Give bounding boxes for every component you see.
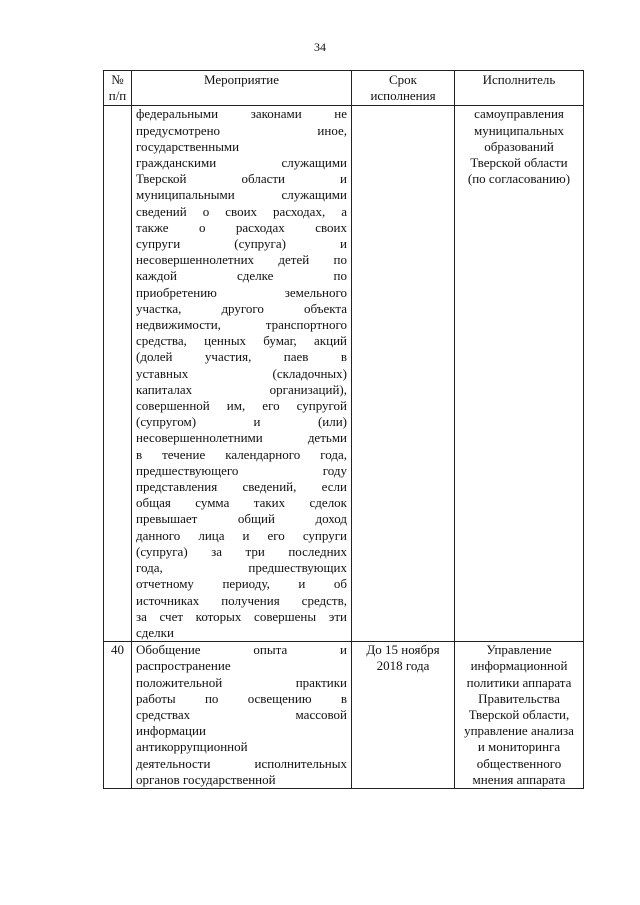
activity-line: положительной практики: [136, 674, 347, 690]
row-number: 40: [111, 642, 124, 658]
activity-line: (супруга) за три последних: [136, 543, 347, 559]
term-cell: [352, 106, 455, 642]
executor-line: управление анализа: [464, 723, 574, 739]
activity-line: предусмотрено иное,: [136, 122, 347, 138]
header-number-line-1: №: [111, 72, 124, 87]
term-line: 2018 года: [376, 658, 430, 674]
header-number-line-2: п/п: [108, 88, 127, 104]
activity-cell: [132, 642, 352, 789]
activity-line: средствах массовой: [136, 706, 347, 722]
activity-line: (долей участия, паев в: [136, 349, 347, 365]
table-row: [104, 106, 584, 642]
activity-line: Обобщение опыта и: [136, 642, 347, 658]
measures-table: [103, 70, 584, 789]
activity-line: предшествующего году: [136, 462, 347, 478]
table-header-row: [104, 71, 584, 106]
activity-line: в течение календарного года,: [136, 446, 347, 462]
executor-line: Тверской области: [470, 155, 568, 171]
activity-line: превышает общий доход: [136, 511, 347, 527]
activity-line: деятельности исполнительных: [136, 755, 347, 771]
activity-line: распространение: [136, 658, 231, 674]
activity-line: гражданскими служащими: [136, 155, 347, 171]
activity-line: капиталах организаций),: [136, 381, 347, 397]
activity-line: супруги (супруга) и: [136, 236, 347, 252]
row-number-cell: [104, 106, 132, 642]
term-cell: [352, 642, 455, 789]
activity-line: каждой сделке по: [136, 268, 347, 284]
activity-line: источниках получения средств,: [136, 592, 347, 608]
activity-line: муниципальными служащими: [136, 187, 347, 203]
activity-line: работы по освещению в: [136, 690, 347, 706]
header-term-line-1: Срок: [389, 72, 417, 87]
row-number-cell: [104, 642, 132, 789]
activity-line: уставных (складочных): [136, 365, 347, 381]
activity-line: органов государственной: [136, 771, 276, 787]
activity-line: участка, другого объекта: [136, 300, 347, 316]
executor-line: Правительства: [478, 690, 560, 706]
activity-line: Тверской области и: [136, 171, 347, 187]
activity-line: сведений о своих расходах, а: [136, 203, 347, 219]
header-executor: [455, 71, 584, 106]
activity-cell: [132, 106, 352, 642]
executor-cell: [455, 106, 584, 642]
term-line: До 15 ноября: [366, 642, 440, 658]
activity-line: также о расходах своих: [136, 219, 347, 235]
activity-line: несовершеннолетними детьми: [136, 430, 347, 446]
activity-line: государственными: [136, 138, 240, 154]
header-activity-label: Мероприятие: [204, 72, 279, 87]
activity-line: сделки: [136, 624, 174, 640]
executor-line: информационной: [470, 658, 568, 674]
activity-line: (супругом) и (или): [136, 414, 347, 430]
activity-line: антикоррупционной: [136, 739, 248, 755]
page-number: 34: [314, 40, 326, 54]
activity-line: средства, ценных бумаг, акций: [136, 333, 347, 349]
executor-line: общественного: [476, 755, 562, 771]
executor-line: самоуправления: [474, 106, 564, 122]
activity-line: представления сведений, если: [136, 479, 347, 495]
header-number: [104, 71, 132, 106]
executor-line: политики аппарата: [466, 674, 572, 690]
activity-line: данного лица и его супруги: [136, 527, 347, 543]
header-term: [352, 71, 455, 106]
executor-line: Тверской области,: [468, 706, 570, 722]
header-term-line-2: исполнения: [370, 88, 436, 104]
executor-line: и мониторинга: [477, 739, 561, 755]
activity-line: приобретению земельного: [136, 284, 347, 300]
activity-line: недвижимости, транспортного: [136, 317, 347, 333]
activity-line: федеральными законами не: [136, 106, 347, 122]
executor-line: муниципальных: [473, 122, 564, 138]
activity-line: информации: [136, 723, 206, 739]
activity-line: за счет которых совершены эти: [136, 608, 347, 624]
executor-cell: [455, 642, 584, 789]
activity-line: несовершеннолетних детей по: [136, 252, 347, 268]
header-executor-label: Исполнитель: [482, 72, 556, 87]
header-activity: [132, 71, 352, 106]
activity-line: общая сумма таких сделок: [136, 495, 347, 511]
activity-line: совершенной им, его супругой: [136, 398, 347, 414]
activity-line: года, предшествующих: [136, 560, 347, 576]
table-row: [104, 642, 584, 789]
activity-line: отчетному периоду, и об: [136, 576, 347, 592]
executor-line: (по согласованию): [467, 171, 571, 187]
executor-line: мнения аппарата: [472, 771, 566, 787]
executor-line: образований: [484, 138, 554, 154]
executor-line: Управление: [486, 642, 552, 658]
